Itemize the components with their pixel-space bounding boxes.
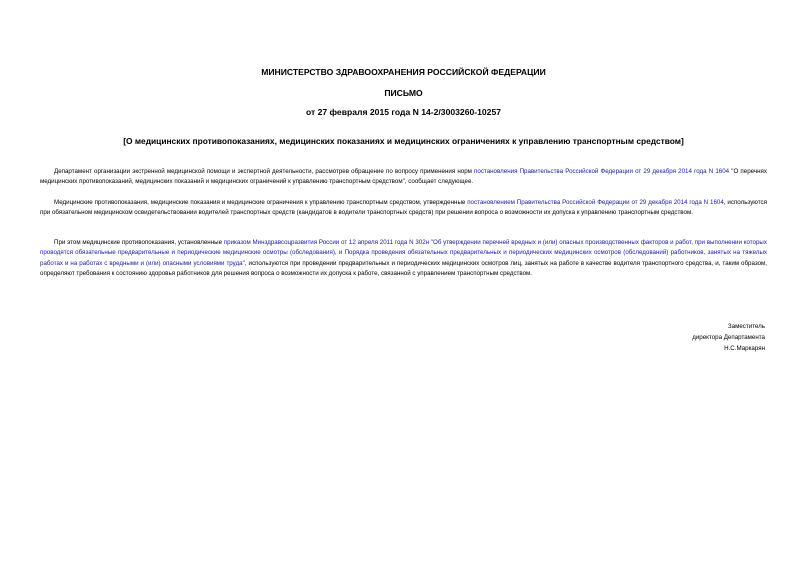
document-type: ПИСЬМО — [384, 88, 423, 98]
paragraph-3-text-after: , используются при проведении предварительных и периодических медицинских осмотров лиц, занятых на работе в качестве водителя транспортного средства, и, таким образом, определяют требования к состоянию здоровья работников для решения вопроса о возможности их допуска к работе, связанной с управлением транспортным средством. — [40, 259, 768, 278]
paragraph-1-link[interactable]: постановления Правительства Российской Федерации от 29 декабря 2014 года N 1604 — [474, 168, 730, 175]
paragraph-3 — [40, 238, 767, 280]
paragraph-1-text-before: Департамент организации экстренной медицинской помощи и экспертной деятельности, рассмотрев обращение по вопросу применения норм — [54, 168, 475, 175]
paragraph-2 — [40, 198, 767, 219]
paragraph-3-link[interactable]: приказом Минздравсоцразвития России от 12 апреля 2011 года N 302н "Об утверждении перечней вредных и (или) опасных производственных факторов и работ, при выполнении которых проводятся обязательные предварительные и периодические медицинские осмотры (обследования), и Порядка проведения обязательных предварительных и периодических медицинских осмотров (обследований) работников, занятых на тяжелых работах и на работах с вредными и (или) опасными условиями труда" — [40, 239, 767, 267]
paragraph-1 — [40, 167, 767, 188]
document-subject: [О медицинских противопоказаниях, медицинских показаниях и медицинских ограничениях к управлению транспортным средством] — [123, 136, 684, 146]
document-date-number: от 27 февраля 2015 года N 14-2/3003260-10257 — [305, 107, 502, 117]
signature-position: Заместитель — [727, 323, 765, 330]
signature-department: директора Департамента — [692, 334, 765, 341]
paragraph-1-text-after: "О перечнях медицинских противопоказаний, медицинских показаний и медицинских ограничений к управлению транспортным средством", сообщает следующее. — [40, 168, 767, 186]
paragraph-2-link[interactable]: постановлением Правительства Российской Федерации от 29 декабря 2014 года N 1604 — [467, 199, 724, 206]
ministry-heading: МИНИСТЕРСТВО ЗДРАВООХРАНЕНИЯ РОССИЙСКОЙ ФЕДЕРАЦИИ — [261, 67, 546, 77]
paragraph-2-text-after: , используются при обязательном медицинском освидетельствовании водителей транспортных средств (кандидатов в водители транспортных средств) при решении вопроса о возможности их допуска к управлению транспортным средством. — [40, 199, 768, 217]
paragraph-2-text-before: Медицинские противопоказания, медицинские показания и медицинские ограничения к управлению транспортным средством, утвержденные — [54, 199, 468, 206]
signature-name: Н.С.Маркарян — [724, 345, 765, 352]
paragraph-3-text-before: При этом медицинские противопоказания, установленные — [54, 239, 224, 246]
